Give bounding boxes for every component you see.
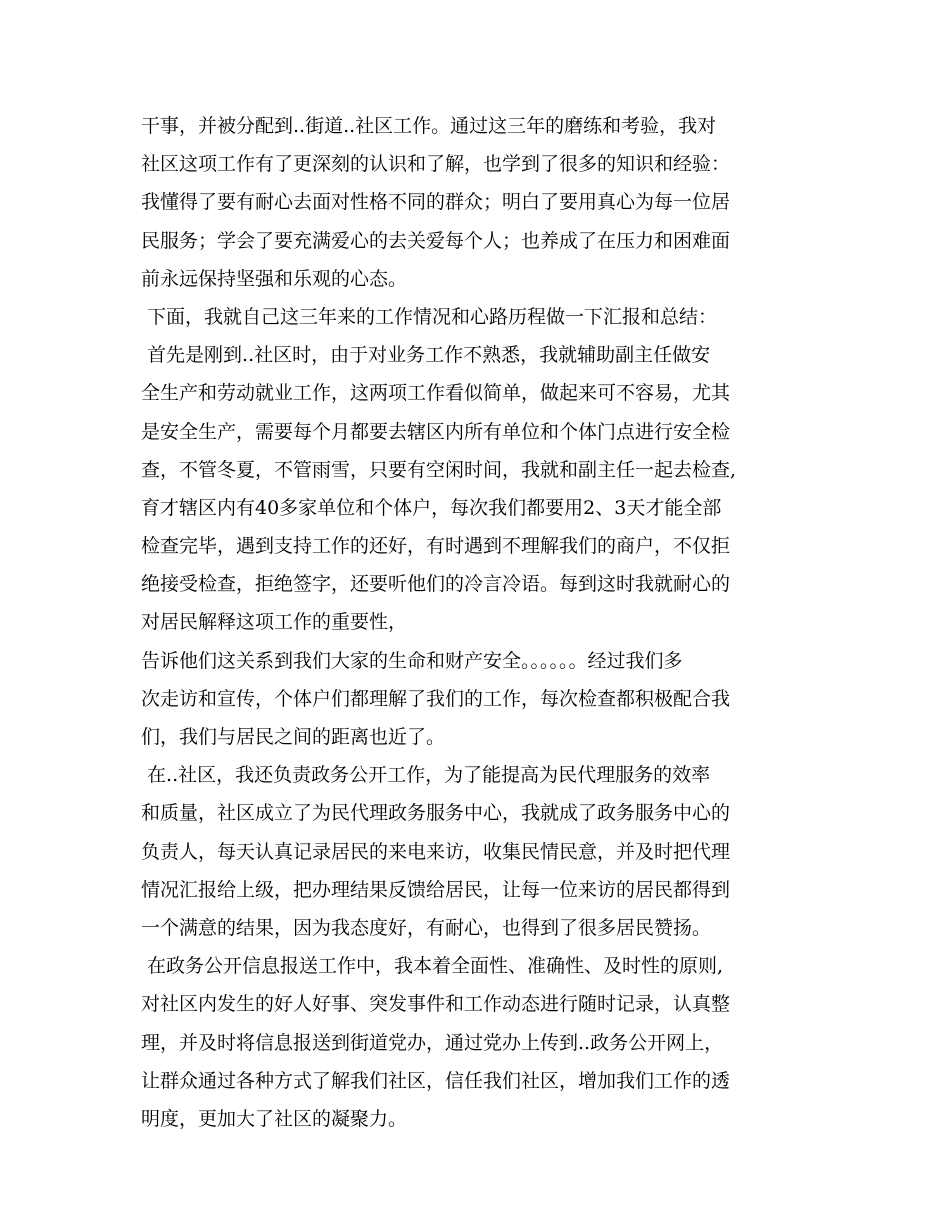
text-line: 一个满意的结果，因为我态度好，有耐心，也得到了很多居民赞扬。 xyxy=(141,916,712,939)
text-line: 前永远保持坚强和乐观的心态。 xyxy=(141,267,408,290)
text-line: 和质量，社区成立了为民代理政务服务中心，我就成了政务服务中心的 xyxy=(141,802,731,825)
text-line: 下面，我就自己这三年来的工作情况和心路历程做一下汇报和总结： xyxy=(141,305,718,328)
text-line: 我懂得了要有耐心去面对性格不同的群众；明白了要用真心为每一位居 xyxy=(141,191,731,214)
text-line: 次走访和宣传，个体户们都理解了我们的工作，每次检查都积极配合我 xyxy=(141,687,731,710)
text-line: 在..社区，我还负责政务公开工作，为了能提高为民代理服务的效率 xyxy=(141,764,711,787)
text-line: 们，我们与居民之间的距离也近了。 xyxy=(141,726,446,748)
text-line: 告诉他们这关系到我们大家的生命和财产安全。。。。。。经过我们多 xyxy=(141,649,683,672)
text-line: 是安全生产，需要每个月都要去辖区内所有单位和个体门点进行安全检 xyxy=(141,420,731,443)
text-line: 负责人，每天认真记录居民的来电来访，收集民情民意，并及时把代理 xyxy=(141,840,731,863)
text-line: 在政务公开信息报送工作中，我本着全面性、准确性、及时性的原则, xyxy=(141,955,724,978)
text-line: 情况汇报给上级，把办理结果反馈给居民，让每一位来访的居民都得到 xyxy=(141,878,731,901)
text-line: 明度，更加大了社区的凝聚力。 xyxy=(141,1107,408,1130)
text-line: 全生产和劳动就业工作，这两项工作看似简单，做起来可不容易，尤其 xyxy=(141,382,731,405)
text-line: 育才辖区内有40多家单位和个体户，每次我们都要用2、3天才能全部 xyxy=(141,496,722,519)
text-line: 让群众通过各种方式了解我们社区，信任我们社区，增加我们工作的透 xyxy=(141,1069,731,1092)
text-line: 理，并及时将信息报送到街道党办，通过党办上传到..政务公开网上， xyxy=(141,1031,724,1054)
text-line: 干事，并被分配到..街道..社区工作。通过这三年的磨练和考验，我对 xyxy=(141,115,717,137)
document-body xyxy=(141,107,831,1138)
text-line: 民服务；学会了要充满爱心的去关爱每个人；也养成了在压力和困难面 xyxy=(141,229,731,252)
text-line: 检查完毕，遇到支持工作的还好，有时遇到不理解我们的商户，不仅拒 xyxy=(141,535,731,558)
text-line: 绝接受检查，拒绝签字，还要听他们的冷言冷语。每到这时我就耐心的 xyxy=(141,573,731,596)
text-line: 对居民解释这项工作的重要性， xyxy=(141,611,408,634)
text-line: 社区这项工作有了更深刻的认识和了解，也学到了很多的知识和经验： xyxy=(141,153,731,176)
text-line: 首先是刚到..社区时，由于对业务工作不熟悉，我就辅助副主任做安 xyxy=(141,344,711,367)
text-line: 查，不管冬夏，不管雨雪，只要有空闲时间，我就和副主任一起去检查, xyxy=(141,458,737,481)
text-line: 对社区内发生的好人好事、突发事件和工作动态进行随时记录，认真整 xyxy=(141,993,731,1016)
